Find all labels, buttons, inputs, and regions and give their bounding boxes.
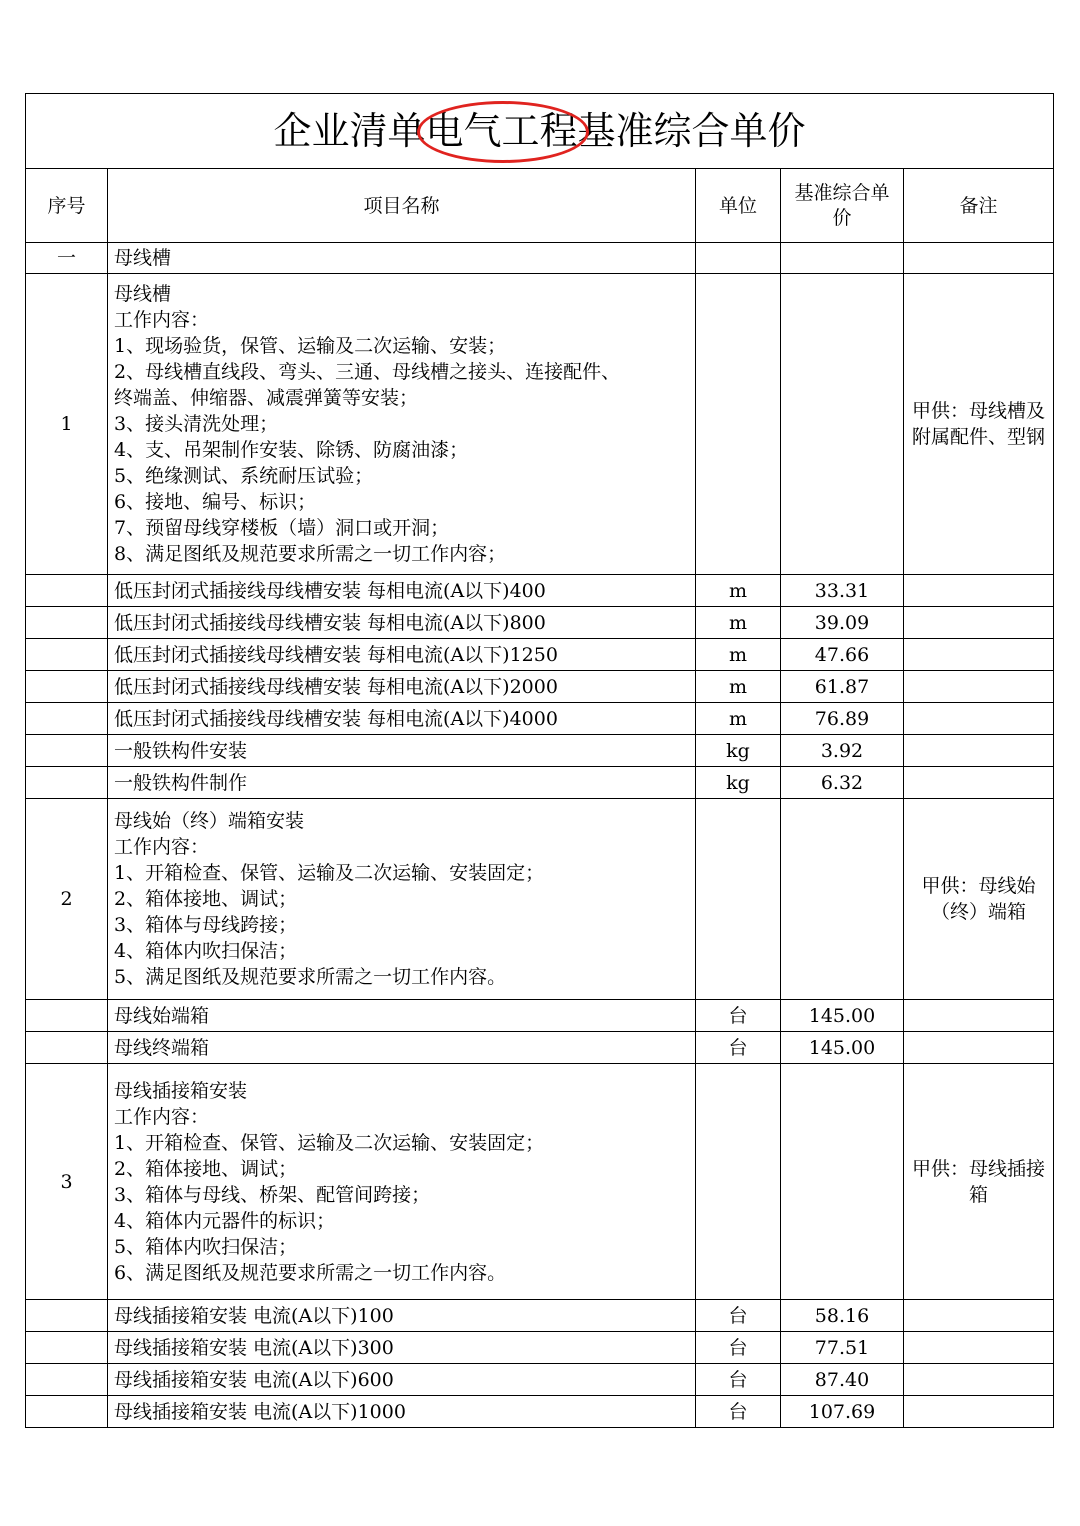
item-seq xyxy=(26,639,108,671)
item-unit: m xyxy=(696,703,781,735)
table-row xyxy=(26,1300,1054,1332)
header-remark: 备注 xyxy=(904,169,1054,243)
item-seq xyxy=(26,1032,108,1064)
item-name: 母线插接箱安装 电流(A以下)300 xyxy=(108,1332,696,1364)
description-line: 1、现场验货，保管、运输及二次运输、安装； xyxy=(114,335,507,357)
table-row xyxy=(26,1032,1054,1064)
item-price: 3.92 xyxy=(781,735,904,767)
item-unit: m xyxy=(696,575,781,607)
item-price: 145.00 xyxy=(781,1032,904,1064)
item-remark xyxy=(904,1332,1054,1364)
item-seq xyxy=(26,1300,108,1332)
group-description xyxy=(108,274,696,575)
group-remark: 甲供：母线始（终）端箱 xyxy=(904,799,1054,1000)
item-price: 77.51 xyxy=(781,1332,904,1364)
item-unit: kg xyxy=(696,767,781,799)
item-remark xyxy=(904,639,1054,671)
item-seq xyxy=(26,1364,108,1396)
item-unit: 台 xyxy=(696,1396,781,1428)
item-name: 低压封闭式插接线母线槽安装 每相电流(A以下)800 xyxy=(108,607,696,639)
item-name: 一般铁构件制作 xyxy=(108,767,696,799)
table-row xyxy=(26,671,1054,703)
item-name: 低压封闭式插接线母线槽安装 每相电流(A以下)1250 xyxy=(108,639,696,671)
item-seq xyxy=(26,607,108,639)
item-name: 母线插接箱安装 电流(A以下)1000 xyxy=(108,1396,696,1428)
description-line: 1、开箱检查、保管、运输及二次运输、安装固定； xyxy=(114,862,545,884)
item-name: 低压封闭式插接线母线槽安装 每相电流(A以下)400 xyxy=(108,575,696,607)
item-unit: m xyxy=(696,671,781,703)
description-line: 2、箱体接地、调试； xyxy=(114,1157,298,1180)
item-seq xyxy=(26,671,108,703)
item-name: 低压封闭式插接线母线槽安装 每相电流(A以下)2000 xyxy=(108,671,696,703)
item-unit: m xyxy=(696,607,781,639)
item-remark xyxy=(904,1396,1054,1428)
item-remark xyxy=(904,1032,1054,1064)
item-name: 一般铁构件安装 xyxy=(108,735,696,767)
table-row xyxy=(26,1396,1054,1428)
page-title: 企业清单电气工程基准综合单价 xyxy=(273,109,806,153)
item-name: 母线插接箱安装 电流(A以下)100 xyxy=(108,1300,696,1332)
table-row xyxy=(26,1000,1054,1032)
description-line: 5、箱体内吹扫保洁； xyxy=(114,1235,298,1258)
item-remark xyxy=(904,767,1054,799)
table-row xyxy=(26,575,1054,607)
description-line: 5、绝缘测试、系统耐压试验； xyxy=(114,465,374,487)
item-remark xyxy=(904,671,1054,703)
group-row xyxy=(26,1064,1054,1300)
item-remark xyxy=(904,1000,1054,1032)
item-seq xyxy=(26,1332,108,1364)
group-seq: 1 xyxy=(26,274,108,575)
header-name: 项目名称 xyxy=(108,169,696,243)
description-line: 母线插接箱安装 xyxy=(114,1079,248,1102)
item-remark xyxy=(904,1300,1054,1332)
description-line: 1、开箱检查、保管、运输及二次运输、安装固定； xyxy=(114,1131,545,1154)
item-unit: m xyxy=(696,639,781,671)
item-price: 47.66 xyxy=(781,639,904,671)
item-unit: 台 xyxy=(696,1032,781,1064)
header-row xyxy=(26,169,1054,243)
item-seq xyxy=(26,575,108,607)
header-price: 基准综合单价 xyxy=(781,169,904,243)
header-unit: 单位 xyxy=(696,169,781,243)
table-body xyxy=(26,274,1054,1428)
item-price: 145.00 xyxy=(781,1000,904,1032)
item-price: 58.16 xyxy=(781,1300,904,1332)
item-unit: 台 xyxy=(696,1364,781,1396)
item-price: 39.09 xyxy=(781,607,904,639)
description-line: 工作内容： xyxy=(114,1105,210,1128)
description-line: 7、预留母线穿楼板（墙）洞口或开洞； xyxy=(114,517,450,539)
group-price xyxy=(781,1064,904,1300)
item-seq xyxy=(26,1396,108,1428)
group-row xyxy=(26,274,1054,575)
item-remark xyxy=(904,703,1054,735)
table-row xyxy=(26,1332,1054,1364)
section-row xyxy=(26,243,1054,274)
description-line: 工作内容： xyxy=(114,309,210,331)
item-price: 76.89 xyxy=(781,703,904,735)
group-price xyxy=(781,274,904,575)
item-name: 母线插接箱安装 电流(A以下)600 xyxy=(108,1364,696,1396)
group-price xyxy=(781,799,904,1000)
group-description xyxy=(108,1064,696,1300)
description-line: 2、母线槽直线段、弯头、三通、母线槽之接头、连接配件、 xyxy=(114,361,621,383)
section-seq: 一 xyxy=(26,243,108,274)
item-price: 33.31 xyxy=(781,575,904,607)
highlight-circle xyxy=(417,101,589,163)
description-line: 终端盖、伸缩器、减震弹簧等安装； xyxy=(114,387,419,409)
group-unit xyxy=(696,799,781,1000)
title-row xyxy=(26,94,1054,169)
item-seq xyxy=(26,703,108,735)
price-table xyxy=(25,93,1054,1428)
item-name: 母线终端箱 xyxy=(108,1032,696,1064)
description-line: 3、箱体与母线、桥架、配管间跨接； xyxy=(114,1183,431,1206)
table-row xyxy=(26,607,1054,639)
item-name: 母线始端箱 xyxy=(108,1000,696,1032)
description-line: 3、箱体与母线跨接； xyxy=(114,914,298,936)
table-row xyxy=(26,767,1054,799)
group-seq: 2 xyxy=(26,799,108,1000)
group-unit xyxy=(696,1064,781,1300)
item-seq xyxy=(26,735,108,767)
description-line: 5、满足图纸及规范要求所需之一切工作内容。 xyxy=(114,966,507,988)
item-remark xyxy=(904,735,1054,767)
description-line: 4、箱体内元器件的标识； xyxy=(114,1209,336,1232)
item-unit: 台 xyxy=(696,1332,781,1364)
item-remark xyxy=(904,1364,1054,1396)
item-name: 低压封闭式插接线母线槽安装 每相电流(A以下)4000 xyxy=(108,703,696,735)
section-name: 母线槽 xyxy=(108,243,696,274)
item-remark xyxy=(904,607,1054,639)
table-row xyxy=(26,703,1054,735)
description-line: 工作内容： xyxy=(114,836,210,858)
description-line: 6、接地、编号、标识； xyxy=(114,491,317,513)
description-line: 2、箱体接地、调试； xyxy=(114,888,298,910)
item-unit: 台 xyxy=(696,1000,781,1032)
group-description xyxy=(108,799,696,1000)
item-price: 87.40 xyxy=(781,1364,904,1396)
group-unit xyxy=(696,274,781,575)
item-remark xyxy=(904,575,1054,607)
description-line: 4、箱体内吹扫保洁； xyxy=(114,940,298,962)
group-remark: 甲供：母线插接箱 xyxy=(904,1064,1054,1300)
description-line: 8、满足图纸及规范要求所需之一切工作内容； xyxy=(114,543,507,565)
item-seq xyxy=(26,767,108,799)
item-seq xyxy=(26,1000,108,1032)
item-price: 107.69 xyxy=(781,1396,904,1428)
table-row xyxy=(26,1364,1054,1396)
header-seq: 序号 xyxy=(26,169,108,243)
item-price: 6.32 xyxy=(781,767,904,799)
table-row xyxy=(26,735,1054,767)
item-price: 61.87 xyxy=(781,671,904,703)
group-row xyxy=(26,799,1054,1000)
page-title-cell xyxy=(26,94,1054,169)
item-unit: kg xyxy=(696,735,781,767)
item-unit: 台 xyxy=(696,1300,781,1332)
group-seq: 3 xyxy=(26,1064,108,1300)
description-line: 6、满足图纸及规范要求所需之一切工作内容。 xyxy=(114,1261,507,1284)
group-remark: 甲供：母线槽及附属配件、型钢 xyxy=(904,274,1054,575)
description-line: 4、支、吊架制作安装、除锈、防腐油漆； xyxy=(114,439,469,461)
description-line: 母线槽 xyxy=(114,283,172,305)
description-line: 母线始（终）端箱安装 xyxy=(114,810,305,832)
description-line: 3、接头清洗处理； xyxy=(114,413,279,435)
table-row xyxy=(26,639,1054,671)
